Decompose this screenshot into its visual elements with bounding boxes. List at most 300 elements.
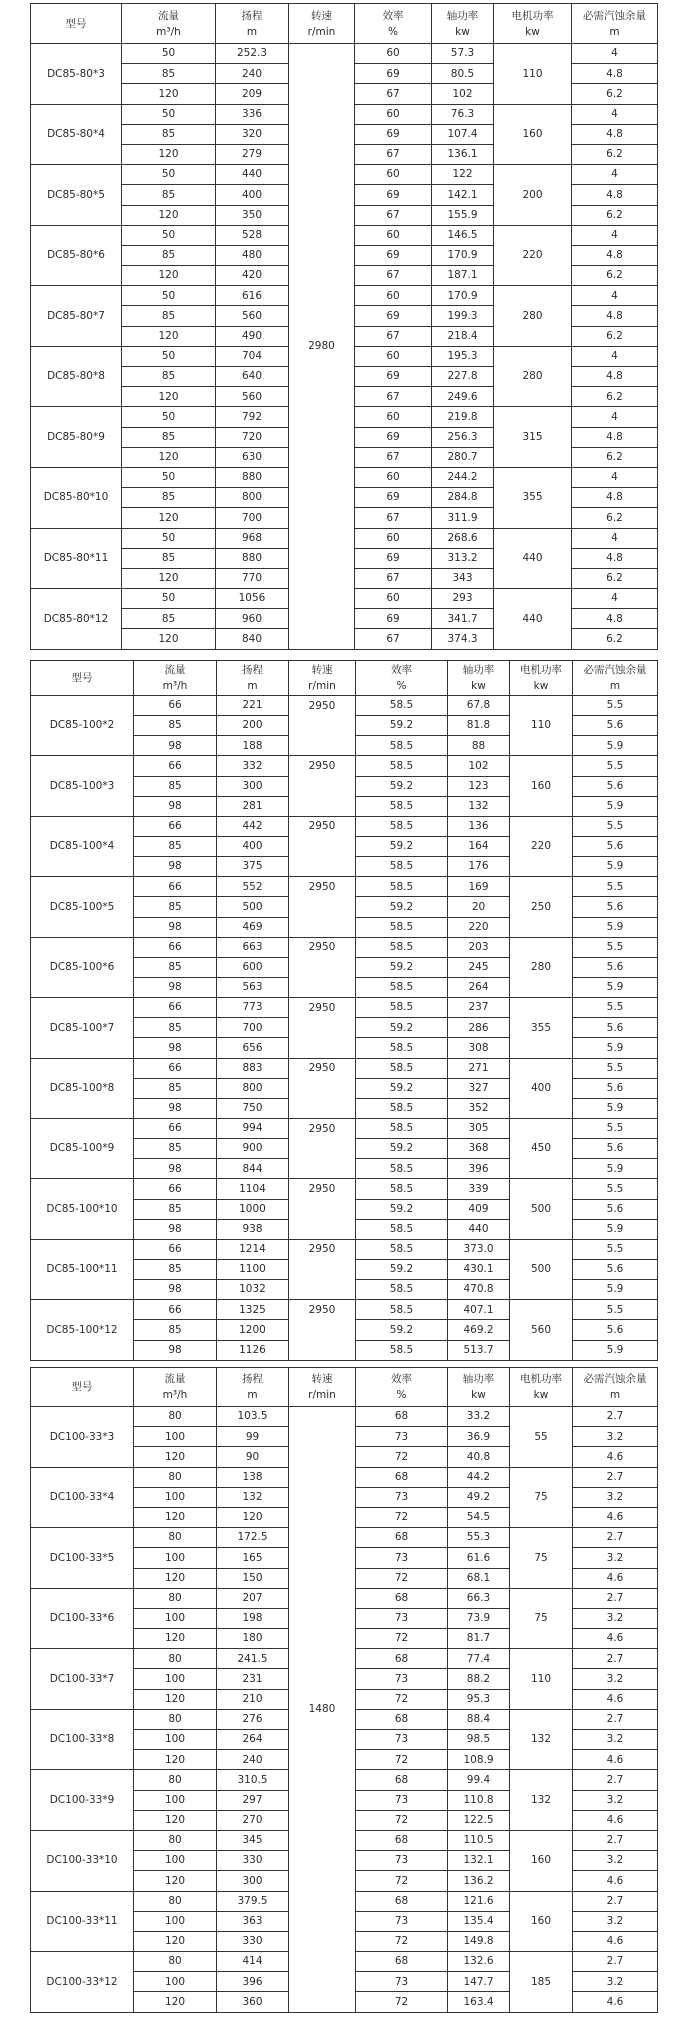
- header-speed-unit: r/min: [308, 680, 336, 692]
- header-speed-label: 转速: [311, 1373, 333, 1385]
- head-cell: 350: [216, 205, 289, 225]
- flow-cell: 80: [134, 1891, 217, 1911]
- efficiency-cell: 68: [356, 1709, 448, 1729]
- npsh-cell: 5.6: [573, 957, 658, 977]
- flow-cell: 120: [134, 1629, 217, 1649]
- npsh-cell: 5.9: [573, 857, 658, 877]
- flow-cell: 120: [134, 1447, 217, 1467]
- motor-power-cell: 160: [494, 104, 572, 165]
- efficiency-cell: 72: [356, 1447, 448, 1467]
- flow-cell: 98: [134, 1219, 217, 1239]
- flow-cell: 66: [134, 756, 217, 776]
- shaft-power-cell: 77.4: [448, 1649, 510, 1669]
- npsh-cell: 5.9: [573, 1219, 658, 1239]
- head-cell: 150: [217, 1568, 289, 1588]
- flow-cell: 50: [122, 44, 216, 64]
- header-speed: [289, 1368, 356, 1407]
- motor-power-cell: 280: [510, 937, 573, 997]
- shaft-power-cell: 469.2: [448, 1320, 510, 1340]
- flow-cell: 85: [134, 1018, 217, 1038]
- shaft-power-cell: 155.9: [432, 205, 494, 225]
- npsh-cell: 4: [572, 44, 658, 64]
- spec-table-dc85-80: [30, 3, 658, 650]
- table-row: [31, 1407, 658, 1427]
- flow-cell: 66: [134, 937, 217, 957]
- npsh-cell: 6.2: [572, 205, 658, 225]
- efficiency-cell: 60: [355, 467, 432, 487]
- head-cell: 442: [217, 816, 289, 836]
- shaft-power-cell: 122: [432, 165, 494, 185]
- flow-cell: 100: [134, 1911, 217, 1931]
- npsh-cell: 4.6: [573, 1810, 658, 1830]
- efficiency-cell: 58.5: [356, 1058, 448, 1078]
- efficiency-cell: 73: [356, 1669, 448, 1689]
- head-cell: 180: [217, 1629, 289, 1649]
- flow-cell: 98: [134, 977, 217, 997]
- header-head-unit: m: [247, 1389, 258, 1401]
- flow-cell: 85: [122, 245, 216, 265]
- shaft-power-cell: 149.8: [448, 1931, 510, 1951]
- model-cell: DC85-100*7: [31, 998, 134, 1058]
- npsh-cell: 4: [572, 346, 658, 366]
- npsh-cell: 2.7: [573, 1891, 658, 1911]
- header-npsh-unit: m: [609, 25, 620, 38]
- head-cell: 750: [217, 1098, 289, 1118]
- motor-power-cell: 315: [494, 407, 572, 468]
- head-cell: 207: [217, 1588, 289, 1608]
- model-cell: DC100-33*12: [31, 1952, 134, 2013]
- motor-power-cell: 220: [510, 816, 573, 876]
- shaft-power-cell: 99.4: [448, 1770, 510, 1790]
- model-cell: DC85-80*8: [31, 346, 122, 407]
- flow-cell: 120: [134, 1992, 217, 2012]
- npsh-cell: 4.8: [572, 488, 658, 508]
- shaft-power-cell: 244.2: [432, 467, 494, 487]
- flow-cell: 100: [134, 1972, 217, 1992]
- head-cell: 300: [217, 776, 289, 796]
- shaft-power-cell: 66.3: [448, 1588, 510, 1608]
- npsh-cell: 5.9: [573, 1038, 658, 1058]
- shaft-power-cell: 136: [448, 816, 510, 836]
- header-efficiency-unit: %: [396, 680, 407, 692]
- efficiency-cell: 68: [356, 1891, 448, 1911]
- shaft-power-cell: 132: [448, 796, 510, 816]
- speed-cell: [289, 736, 356, 756]
- npsh-cell: 4: [572, 528, 658, 548]
- flow-cell: 85: [122, 64, 216, 84]
- shaft-power-cell: 102: [432, 84, 494, 104]
- speed-cell: [289, 1219, 356, 1239]
- npsh-cell: 5.6: [573, 716, 658, 736]
- efficiency-cell: 67: [355, 266, 432, 286]
- flow-cell: 80: [134, 1709, 217, 1729]
- npsh-cell: 4: [572, 467, 658, 487]
- efficiency-cell: 58.5: [356, 1118, 448, 1138]
- head-cell: 663: [217, 937, 289, 957]
- flow-cell: 85: [134, 716, 217, 736]
- flow-cell: 98: [134, 1098, 217, 1118]
- head-cell: 276: [217, 1709, 289, 1729]
- head-cell: 270: [217, 1810, 289, 1830]
- speed-cell: [289, 1038, 356, 1058]
- npsh-cell: 5.5: [573, 998, 658, 1018]
- shaft-power-cell: 430.1: [448, 1259, 510, 1279]
- shaft-power-cell: 256.3: [432, 427, 494, 447]
- efficiency-cell: 68: [356, 1952, 448, 1972]
- shaft-power-cell: 163.4: [448, 1992, 510, 2012]
- header-flow: [134, 661, 217, 696]
- head-cell: 279: [216, 144, 289, 164]
- head-cell: 630: [216, 447, 289, 467]
- flow-cell: 85: [134, 897, 217, 917]
- shaft-power-cell: 122.5: [448, 1810, 510, 1830]
- efficiency-cell: 73: [356, 1487, 448, 1507]
- flow-cell: 120: [134, 1568, 217, 1588]
- shaft-power-cell: 98.5: [448, 1730, 510, 1750]
- header-npsh-label: 必需汽蚀余量: [583, 9, 646, 22]
- shaft-power-cell: 164: [448, 836, 510, 856]
- efficiency-cell: 60: [355, 225, 432, 245]
- head-cell: 880: [216, 467, 289, 487]
- head-cell: 241.5: [217, 1649, 289, 1669]
- flow-cell: 120: [134, 1931, 217, 1951]
- head-cell: 704: [216, 346, 289, 366]
- npsh-cell: 3.2: [573, 1487, 658, 1507]
- head-cell: 165: [217, 1548, 289, 1568]
- header-flow-label: 流量: [158, 9, 179, 22]
- header-head-unit: m: [247, 680, 258, 692]
- head-cell: 883: [217, 1058, 289, 1078]
- head-cell: 200: [217, 716, 289, 736]
- model-cell: DC100-33*6: [31, 1588, 134, 1649]
- flow-cell: 66: [134, 1300, 217, 1320]
- npsh-cell: 4.6: [573, 1447, 658, 1467]
- shaft-power-cell: 44.2: [448, 1467, 510, 1487]
- speed-cell: [289, 796, 356, 816]
- head-cell: 400: [217, 836, 289, 856]
- efficiency-cell: 69: [355, 548, 432, 568]
- header-shaft-power: [448, 1368, 510, 1407]
- flow-cell: 50: [122, 589, 216, 609]
- npsh-cell: 4.8: [572, 609, 658, 629]
- efficiency-cell: 60: [355, 528, 432, 548]
- npsh-cell: 6.2: [572, 266, 658, 286]
- model-cell: DC100-33*9: [31, 1770, 134, 1831]
- header-npsh-unit: m: [609, 680, 621, 692]
- npsh-cell: 4.6: [573, 1568, 658, 1588]
- head-cell: 800: [216, 488, 289, 508]
- table-row: [31, 44, 658, 64]
- flow-cell: 98: [134, 1159, 217, 1179]
- efficiency-cell: 60: [355, 44, 432, 64]
- speed-cell: [289, 1340, 356, 1360]
- efficiency-cell: 58.5: [356, 796, 448, 816]
- head-cell: 840: [216, 629, 289, 649]
- efficiency-cell: 73: [356, 1608, 448, 1628]
- speed-cell: 2950: [289, 1300, 356, 1320]
- efficiency-cell: 67: [355, 387, 432, 407]
- head-cell: 281: [217, 796, 289, 816]
- flow-cell: 120: [134, 1507, 217, 1527]
- flow-cell: 66: [134, 877, 217, 897]
- flow-cell: 120: [122, 629, 216, 649]
- flow-cell: 66: [134, 1239, 217, 1259]
- flow-cell: 50: [122, 528, 216, 548]
- motor-power-cell: 440: [494, 528, 572, 589]
- flow-cell: 85: [134, 1139, 217, 1159]
- header-head-label: 扬程: [241, 9, 263, 22]
- motor-power-cell: 160: [510, 756, 573, 816]
- efficiency-cell: 59.2: [356, 897, 448, 917]
- efficiency-cell: 69: [355, 64, 432, 84]
- efficiency-cell: 58.5: [356, 857, 448, 877]
- table-row: [31, 816, 658, 836]
- npsh-cell: 4.8: [572, 245, 658, 265]
- model-cell: DC85-100*4: [31, 816, 134, 876]
- flow-cell: 120: [134, 1689, 217, 1709]
- flow-cell: 98: [134, 796, 217, 816]
- npsh-cell: 5.5: [573, 877, 658, 897]
- model-cell: DC85-80*4: [31, 104, 122, 165]
- npsh-cell: 4: [572, 225, 658, 245]
- shaft-power-cell: 176: [448, 857, 510, 877]
- header-motor-power: [510, 1368, 573, 1407]
- efficiency-cell: 58.5: [356, 917, 448, 937]
- header-motor-power-label: 电机功率: [520, 664, 562, 676]
- model-cell: DC85-80*5: [31, 165, 122, 226]
- header-speed: [289, 661, 356, 696]
- header-motor-power-unit: kw: [533, 1389, 549, 1401]
- npsh-cell: 2.7: [573, 1709, 658, 1729]
- flow-cell: 85: [122, 427, 216, 447]
- efficiency-cell: 67: [355, 568, 432, 588]
- header-flow-unit: m³/h: [156, 25, 181, 38]
- shaft-power-cell: 136.1: [432, 144, 494, 164]
- npsh-cell: 3.2: [573, 1608, 658, 1628]
- model-cell: DC100-33*11: [31, 1891, 134, 1952]
- efficiency-cell: 58.5: [356, 1179, 448, 1199]
- motor-power-cell: 280: [494, 286, 572, 347]
- flow-cell: 120: [134, 1871, 217, 1891]
- shaft-power-cell: 280.7: [432, 447, 494, 467]
- motor-power-cell: 280: [494, 346, 572, 407]
- shaft-power-cell: 195.3: [432, 346, 494, 366]
- head-cell: 880: [216, 548, 289, 568]
- flow-cell: 98: [134, 917, 217, 937]
- header-shaft-power-label: 轴功率: [462, 1373, 495, 1385]
- head-cell: 616: [216, 286, 289, 306]
- shaft-power-cell: 147.7: [448, 1972, 510, 1992]
- shaft-power-cell: 76.3: [432, 104, 494, 124]
- model-cell: DC100-33*8: [31, 1709, 134, 1770]
- flow-cell: 66: [134, 1058, 217, 1078]
- shaft-power-cell: 169: [448, 877, 510, 897]
- shaft-power-cell: 49.2: [448, 1487, 510, 1507]
- efficiency-cell: 59.2: [356, 836, 448, 856]
- speed-cell: [289, 1018, 356, 1038]
- npsh-cell: 3.2: [573, 1790, 658, 1810]
- shaft-power-cell: 407.1: [448, 1300, 510, 1320]
- head-cell: 379.5: [217, 1891, 289, 1911]
- flow-cell: 120: [122, 447, 216, 467]
- header-npsh-label: 必需汽蚀余量: [583, 664, 647, 676]
- npsh-cell: 3.2: [573, 1851, 658, 1871]
- npsh-cell: 4.8: [572, 548, 658, 568]
- shaft-power-cell: 67.8: [448, 696, 510, 716]
- efficiency-cell: 58.5: [356, 998, 448, 1018]
- header-shaft-power-label: 轴功率: [462, 664, 495, 676]
- shaft-power-cell: 305: [448, 1118, 510, 1138]
- head-cell: 90: [217, 1447, 289, 1467]
- header-flow-label: 流量: [164, 1373, 186, 1385]
- shaft-power-cell: 219.8: [432, 407, 494, 427]
- flow-cell: 120: [134, 1810, 217, 1830]
- head-cell: 375: [217, 857, 289, 877]
- efficiency-cell: 60: [355, 104, 432, 124]
- efficiency-cell: 72: [356, 1750, 448, 1770]
- speed-cell: [289, 836, 356, 856]
- head-cell: 420: [216, 266, 289, 286]
- npsh-cell: 4.8: [572, 427, 658, 447]
- head-cell: 132: [217, 1487, 289, 1507]
- head-cell: 336: [216, 104, 289, 124]
- header-row: [31, 4, 658, 44]
- npsh-cell: 4.6: [573, 1629, 658, 1649]
- efficiency-cell: 69: [355, 124, 432, 144]
- efficiency-cell: 59.2: [356, 716, 448, 736]
- motor-power-cell: 450: [510, 1118, 573, 1178]
- npsh-cell: 3.2: [573, 1427, 658, 1447]
- efficiency-cell: 73: [356, 1851, 448, 1871]
- npsh-cell: 3.2: [573, 1730, 658, 1750]
- npsh-cell: 4.8: [572, 64, 658, 84]
- efficiency-cell: 58.5: [356, 1219, 448, 1239]
- motor-power-cell: 355: [494, 467, 572, 528]
- head-cell: 252.3: [216, 44, 289, 64]
- npsh-cell: 6.2: [572, 387, 658, 407]
- header-speed-unit: r/min: [307, 25, 336, 38]
- efficiency-cell: 67: [355, 205, 432, 225]
- head-cell: 120: [217, 1507, 289, 1527]
- speed-cell: [289, 857, 356, 877]
- model-cell: DC85-100*6: [31, 937, 134, 997]
- flow-cell: 120: [134, 1750, 217, 1770]
- shaft-power-cell: 268.6: [432, 528, 494, 548]
- flow-cell: 66: [134, 696, 217, 716]
- flow-cell: 66: [134, 816, 217, 836]
- head-cell: 563: [217, 977, 289, 997]
- efficiency-cell: 72: [356, 1507, 448, 1527]
- shaft-power-cell: 81.7: [448, 1629, 510, 1649]
- shaft-power-cell: 245: [448, 957, 510, 977]
- npsh-cell: 2.7: [573, 1830, 658, 1850]
- model-cell: DC85-100*8: [31, 1058, 134, 1118]
- model-cell: DC85-100*5: [31, 877, 134, 937]
- head-cell: 221: [217, 696, 289, 716]
- efficiency-cell: 58.5: [356, 1038, 448, 1058]
- head-cell: 700: [216, 508, 289, 528]
- efficiency-cell: 67: [355, 326, 432, 346]
- header-model-label: 型号: [71, 672, 93, 684]
- speed-cell: [289, 1320, 356, 1340]
- shaft-power-cell: 146.5: [432, 225, 494, 245]
- table-row: [31, 877, 658, 897]
- head-cell: 414: [217, 1952, 289, 1972]
- flow-cell: 120: [122, 205, 216, 225]
- shaft-power-cell: 513.7: [448, 1340, 510, 1360]
- motor-power-cell: 185: [510, 1952, 573, 2013]
- head-cell: 1056: [216, 589, 289, 609]
- npsh-cell: 6.2: [572, 144, 658, 164]
- efficiency-cell: 59.2: [356, 1199, 448, 1219]
- model-cell: DC100-33*10: [31, 1830, 134, 1891]
- model-cell: DC85-80*3: [31, 44, 122, 105]
- npsh-cell: 4: [572, 589, 658, 609]
- efficiency-cell: 72: [356, 1810, 448, 1830]
- head-cell: 720: [216, 427, 289, 447]
- efficiency-cell: 72: [356, 1689, 448, 1709]
- head-cell: 773: [217, 998, 289, 1018]
- shaft-power-cell: 286: [448, 1018, 510, 1038]
- shaft-power-cell: 135.4: [448, 1911, 510, 1931]
- head-cell: 560: [216, 306, 289, 326]
- shaft-power-cell: 313.2: [432, 548, 494, 568]
- efficiency-cell: 73: [356, 1911, 448, 1931]
- head-cell: 960: [216, 609, 289, 629]
- flow-cell: 100: [134, 1427, 217, 1447]
- speed-cell: 2950: [289, 696, 356, 716]
- head-cell: 330: [217, 1931, 289, 1951]
- shaft-power-cell: 132.1: [448, 1851, 510, 1871]
- npsh-cell: 6.2: [572, 84, 658, 104]
- efficiency-cell: 69: [355, 245, 432, 265]
- header-motor-power: [494, 4, 572, 44]
- flow-cell: 120: [122, 387, 216, 407]
- efficiency-cell: 68: [356, 1407, 448, 1427]
- npsh-cell: 4: [572, 286, 658, 306]
- head-cell: 490: [216, 326, 289, 346]
- flow-cell: 66: [134, 1179, 217, 1199]
- shaft-power-cell: 136.2: [448, 1871, 510, 1891]
- flow-cell: 50: [122, 165, 216, 185]
- header-head-label: 扬程: [242, 1373, 263, 1385]
- header-flow-unit: m³/h: [162, 1389, 188, 1401]
- motor-power-cell: 160: [510, 1830, 573, 1891]
- head-cell: 770: [216, 568, 289, 588]
- npsh-cell: 2.7: [573, 1588, 658, 1608]
- flow-cell: 80: [134, 1407, 217, 1427]
- shaft-power-cell: 40.8: [448, 1447, 510, 1467]
- header-shaft-power-label: 轴功率: [446, 9, 479, 22]
- speed-cell: [289, 1139, 356, 1159]
- npsh-cell: 5.9: [573, 736, 658, 756]
- npsh-cell: 5.5: [573, 1300, 658, 1320]
- flow-cell: 98: [134, 1038, 217, 1058]
- head-cell: 938: [217, 1219, 289, 1239]
- header-shaft-power-unit: kw: [455, 25, 470, 38]
- speed-cell: [289, 957, 356, 977]
- efficiency-cell: 59.2: [356, 1078, 448, 1098]
- npsh-cell: 4.6: [573, 1871, 658, 1891]
- motor-power-cell: 220: [494, 225, 572, 286]
- npsh-cell: 5.5: [573, 1239, 658, 1259]
- motor-power-cell: 75: [510, 1467, 573, 1528]
- npsh-cell: 4.8: [572, 367, 658, 387]
- efficiency-cell: 72: [356, 1931, 448, 1951]
- flow-cell: 100: [134, 1548, 217, 1568]
- header-shaft-power: [448, 661, 510, 696]
- header-motor-power-unit: kw: [525, 25, 540, 38]
